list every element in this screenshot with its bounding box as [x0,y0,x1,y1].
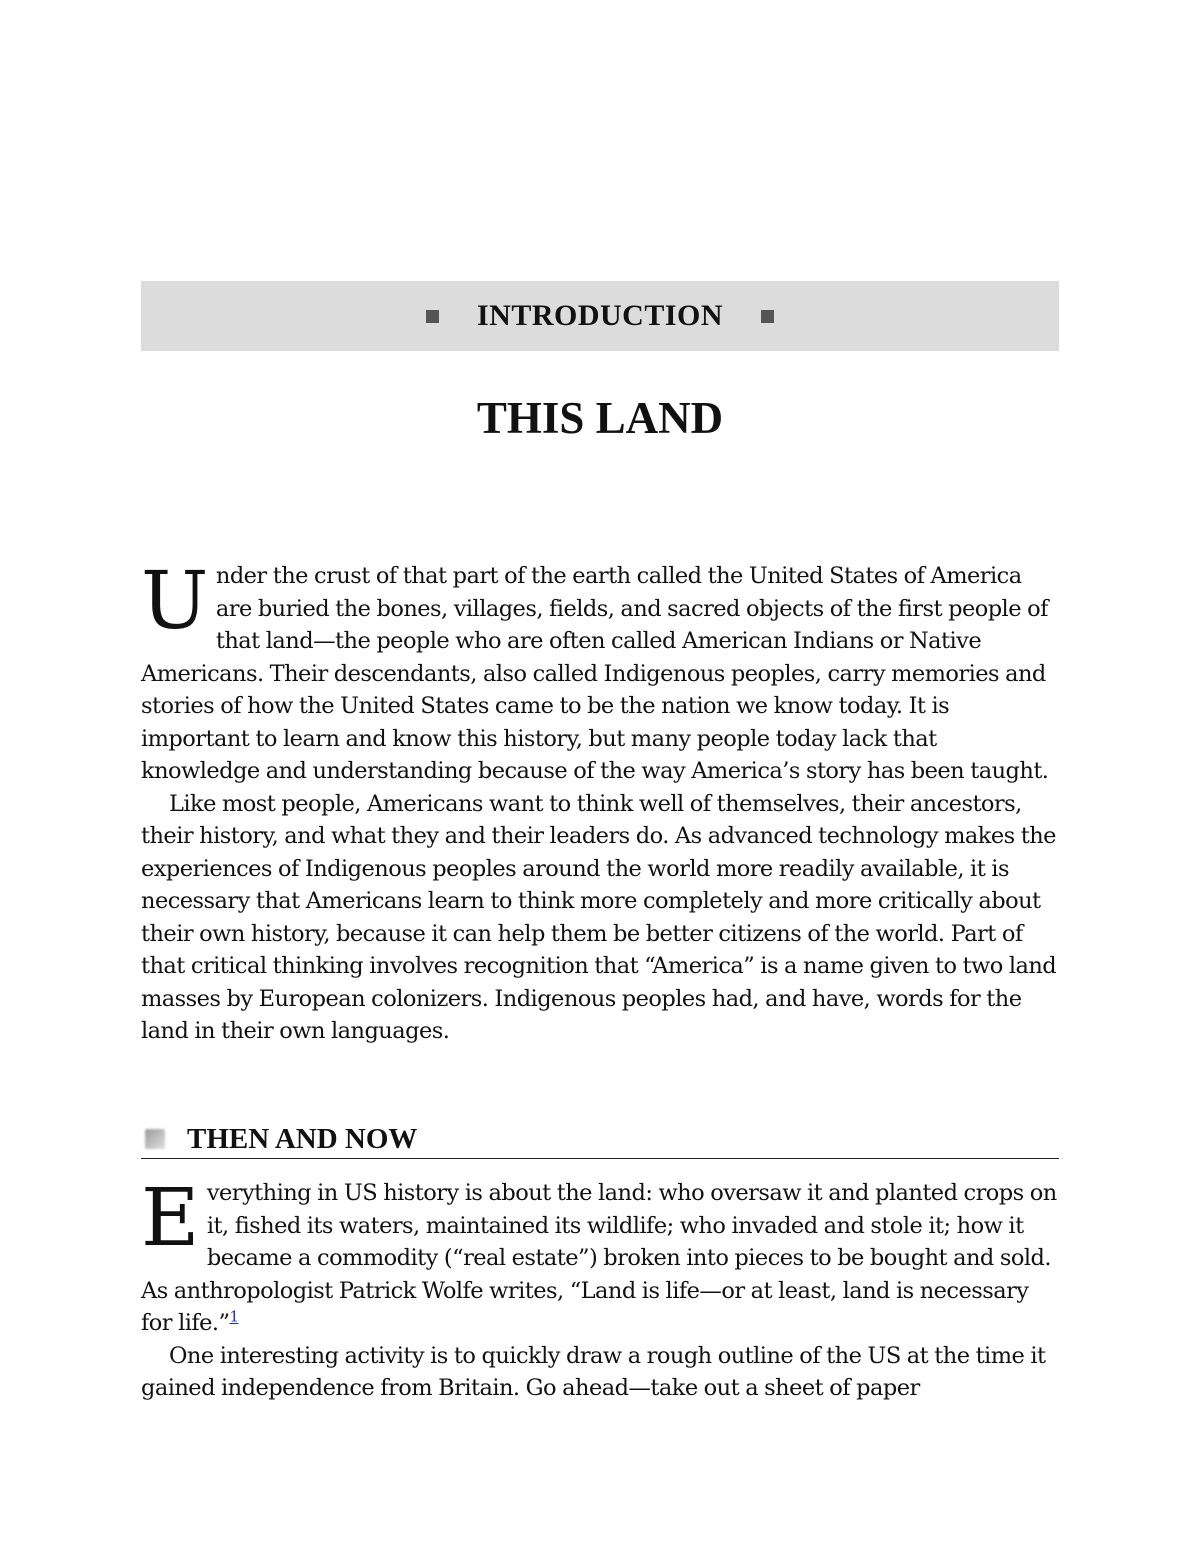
intro-paragraph-1 [141,554,1059,788]
square-bullet-icon [761,310,774,323]
chapter-title: THIS LAND [476,393,724,443]
section-heading-label: THEN AND NOW [187,1122,418,1155]
square-bullet-icon [426,310,439,323]
footnote-link[interactable]: 1 [229,1307,239,1326]
section-marker-icon [145,1129,165,1149]
chapter-banner [141,281,1059,351]
drop-cap: E [141,1171,199,1264]
drop-cap: U [141,554,208,647]
intro-paragraph-2: Like most people, Americans want to think well of themselves, their ancestors, their history, and what they and their leaders do. As advanced technology makes the experiences of Indigenous peoples around the world more readily available, it is necessary that Americans learn to think more completely and more critically about their own history, because it can help them be better citizens of the world. Part of that critical thinking involves recognition that “America” is a name given to two land masses by European colonizers. Indigenous peoples had, and have, words for the land in their own languages. [141,790,1057,1044]
paragraph-text: verything in US history is about the land: who oversaw it and planted crops on it, fished its waters, maintained its wildlife; who invaded and stole it; how it became a commodity (“real estate”) broken into pieces to be bought and sold. As anthropologist Patrick Wolfe writes, “Land is life—or at least, land is necessary for life.” [141,1180,1057,1336]
section-paragraph-1 [141,1171,1059,1340]
section-text [141,1171,1059,1405]
section-heading [141,1120,1059,1159]
section-paragraph-2: One interesting activity is to quickly draw a rough outline of the US at the time it gained independence from Britain. Go ahead—take out a sheet of paper [141,1342,1046,1401]
intro-text [141,554,1059,1048]
paragraph-text: nder the crust of that part of the earth called the United States of America are buried the bones, villages, fields, and sacred objects of the first people of that land—the people who are often called American Indians or Native Americans. Their descendants, also called Indigenous peoples, carry memories and stories of how the United States came to be the nation we know today. It is important to learn and know this history, but many people today lack that knowledge and understanding because of the way America’s story has been taught. [141,563,1049,784]
chapter-label: INTRODUCTION [476,299,724,332]
